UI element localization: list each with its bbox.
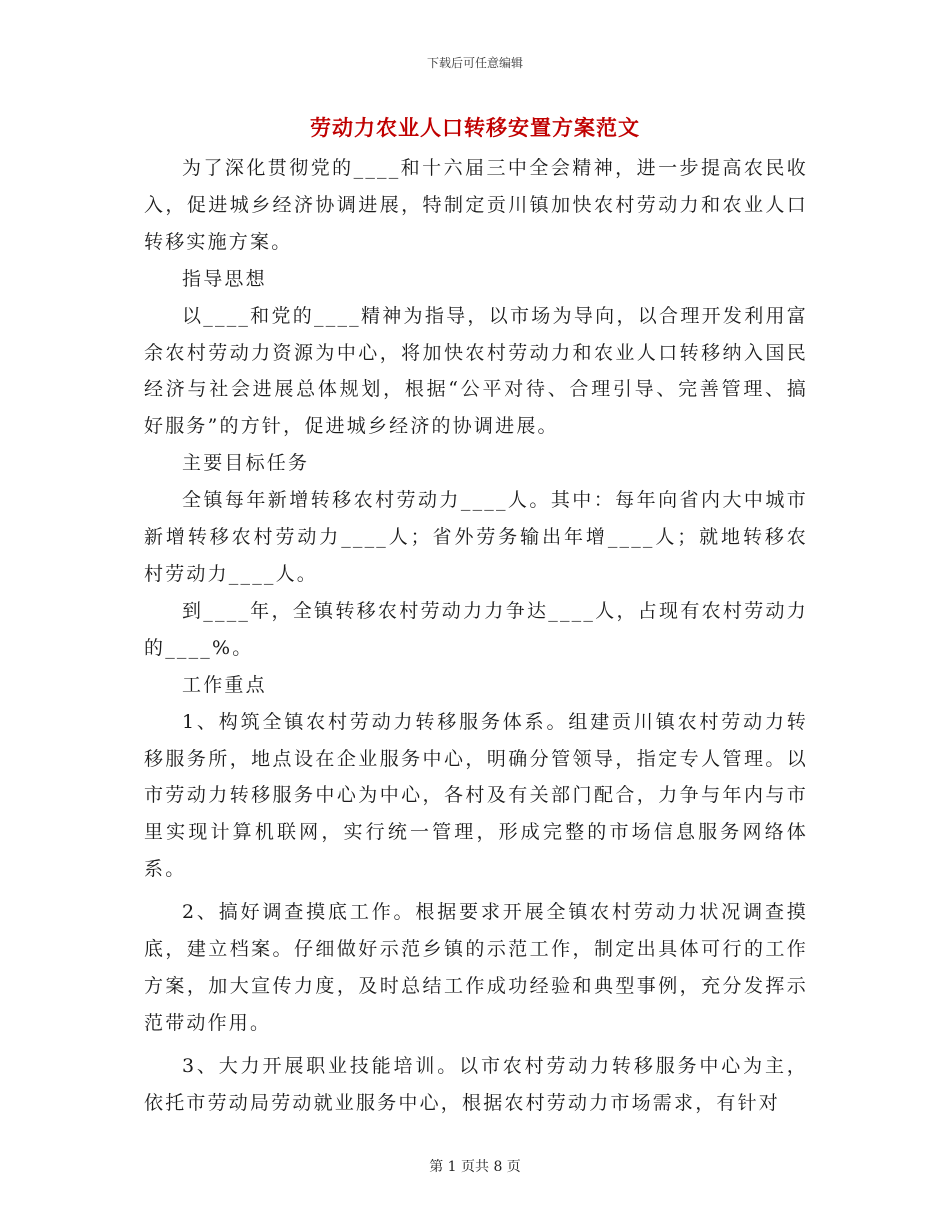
- focus-item-3: 3、大力开展职业技能培训。以市农村劳动力转移服务中心为主，依托市劳动局劳动就业服务中心，根据农村劳动力市场需求，有针对: [144, 1054, 808, 1114]
- section-heading-goals: 主要目标任务: [182, 452, 310, 475]
- page-footer: 第 1 页共 8 页: [429, 1159, 521, 1175]
- document-title: 劳动力农业人口转移安置方案范文: [310, 115, 640, 140]
- goals-paragraph-2: 到____年，全镇转移农村劳动力力争达____人，占现有农村劳动力的____%。: [144, 599, 808, 659]
- section-heading-focus: 工作重点: [182, 673, 267, 696]
- header-note: 下载后可任意编辑: [426, 56, 523, 70]
- intro-paragraph: 为了深化贯彻党的____和十六届三中全会精神，进一步提高农民收入，促进城乡经济协调进展，特制定贡川镇加快农村劳动力和农业人口转移实施方案。: [144, 157, 808, 253]
- section-heading-guiding: 指导思想: [182, 267, 267, 290]
- goals-paragraph-1: 全镇每年新增转移农村劳动力____人。其中：每年向省内大中城市新增转移农村劳动力____人；省外劳务输出年增____人；就地转移农村劳动力____人。: [144, 489, 808, 585]
- document-body: [144, 150, 808, 1122]
- guiding-paragraph: 以____和党的____精神为指导，以市场为导向，以合理开发利用富余农村劳动力资源为中心，将加快农村劳动力和农业人口转移纳入国民经济与社会进展总体规划，根据“公平对待、合理引导、完善管理、搞好服务”的方针，促进城乡经济的协调进展。: [144, 304, 808, 438]
- focus-item-1: 1、构筑全镇农村劳动力转移服务体系。组建贡川镇农村劳动力转移服务所，地点设在企业服务中心，明确分管领导，指定专人管理。以市劳动力转移服务中心为中心，各村及有关部门配合，力争与年内与市里实现计算机联网，实行统一管理，形成完整的市场信息服务网络体系。: [144, 710, 808, 881]
- focus-item-2: 2、搞好调查摸底工作。根据要求开展全镇农村劳动力状况调查摸底，建立档案。仔细做好示范乡镇的示范工作，制定出具体可行的工作方案，加大宣传力度，及时总结工作成功经验和典型事例，充分发挥示范带动作用。: [144, 901, 808, 1034]
